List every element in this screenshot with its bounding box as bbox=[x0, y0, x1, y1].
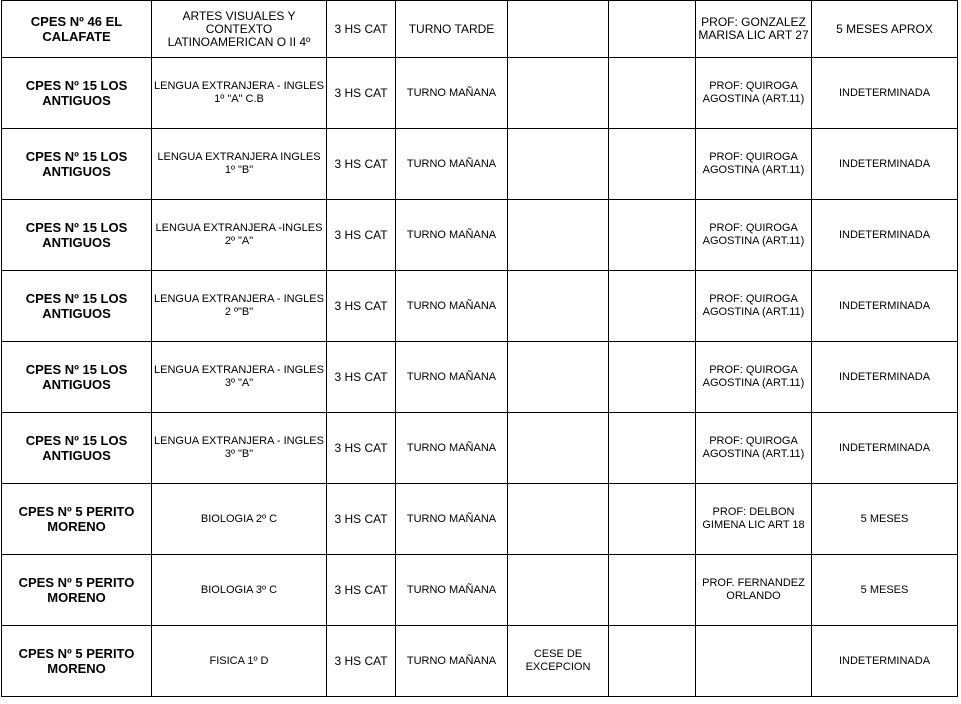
cell-duration: 5 MESES bbox=[812, 484, 958, 555]
cell-duration: 5 MESES bbox=[812, 555, 958, 626]
cell-teacher: PROF. FERNANDEZ ORLANDO bbox=[696, 555, 812, 626]
cell-note bbox=[508, 342, 609, 413]
cell-extra bbox=[609, 1, 696, 58]
cell-shift: TURNO MAÑANA bbox=[396, 271, 508, 342]
table-row bbox=[2, 484, 958, 555]
cell-school: CPES Nº 15 LOS ANTIGUOS bbox=[2, 271, 152, 342]
cell-subject: LENGUA EXTRANJERA - INGLES 2 º"B" bbox=[152, 271, 327, 342]
cell-school: CPES Nº 15 LOS ANTIGUOS bbox=[2, 413, 152, 484]
cell-hours: 3 HS CAT bbox=[327, 271, 396, 342]
cell-school: CPES Nº 5 PERITO MORENO bbox=[2, 484, 152, 555]
cell-hours: 3 HS CAT bbox=[327, 1, 396, 58]
cell-extra bbox=[609, 484, 696, 555]
table-row bbox=[2, 1, 958, 58]
cell-teacher bbox=[696, 626, 812, 697]
cell-teacher: PROF: DELBON GIMENA LIC ART 18 bbox=[696, 484, 812, 555]
table-row bbox=[2, 555, 958, 626]
cell-note bbox=[508, 58, 609, 129]
cell-extra bbox=[609, 555, 696, 626]
cell-note bbox=[508, 413, 609, 484]
cell-teacher: PROF: GONZALEZ MARISA LIC ART 27 bbox=[696, 1, 812, 58]
cell-extra bbox=[609, 413, 696, 484]
cell-note bbox=[508, 129, 609, 200]
cell-teacher: PROF: QUIROGA AGOSTINA (ART.11) bbox=[696, 200, 812, 271]
cell-school: CPES Nº 5 PERITO MORENO bbox=[2, 555, 152, 626]
cell-shift: TURNO MAÑANA bbox=[396, 342, 508, 413]
cell-hours: 3 HS CAT bbox=[327, 200, 396, 271]
cell-subject: LENGUA EXTRANJERA INGLES 1º "B" bbox=[152, 129, 327, 200]
cell-duration: INDETERMINADA bbox=[812, 271, 958, 342]
cell-duration: INDETERMINADA bbox=[812, 200, 958, 271]
cell-shift: TURNO MAÑANA bbox=[396, 626, 508, 697]
cell-shift: TURNO MAÑANA bbox=[396, 129, 508, 200]
cell-subject: BIOLOGIA 3º C bbox=[152, 555, 327, 626]
cell-school: CPES Nº 15 LOS ANTIGUOS bbox=[2, 342, 152, 413]
cell-teacher: PROF: QUIROGA AGOSTINA (ART.11) bbox=[696, 271, 812, 342]
table-row bbox=[2, 271, 958, 342]
cell-shift: TURNO MAÑANA bbox=[396, 58, 508, 129]
cell-shift: TURNO MAÑANA bbox=[396, 484, 508, 555]
cell-shift: TURNO MAÑANA bbox=[396, 555, 508, 626]
cell-note bbox=[508, 271, 609, 342]
table-row bbox=[2, 413, 958, 484]
table-row bbox=[2, 58, 958, 129]
cell-hours: 3 HS CAT bbox=[327, 626, 396, 697]
cell-duration: 5 MESES APROX bbox=[812, 1, 958, 58]
cell-subject: LENGUA EXTRANJERA - INGLES 3º "A" bbox=[152, 342, 327, 413]
cell-extra bbox=[609, 626, 696, 697]
cell-hours: 3 HS CAT bbox=[327, 129, 396, 200]
cell-duration: INDETERMINADA bbox=[812, 342, 958, 413]
cell-teacher: PROF: QUIROGA AGOSTINA (ART.11) bbox=[696, 129, 812, 200]
cell-school: CPES Nº 15 LOS ANTIGUOS bbox=[2, 129, 152, 200]
cell-extra bbox=[609, 58, 696, 129]
cell-extra bbox=[609, 342, 696, 413]
cell-hours: 3 HS CAT bbox=[327, 342, 396, 413]
cell-shift: TURNO TARDE bbox=[396, 1, 508, 58]
cell-shift: TURNO MAÑANA bbox=[396, 413, 508, 484]
cell-note bbox=[508, 555, 609, 626]
cell-teacher: PROF: QUIROGA AGOSTINA (ART.11) bbox=[696, 58, 812, 129]
table-row bbox=[2, 129, 958, 200]
cell-extra bbox=[609, 200, 696, 271]
cell-hours: 3 HS CAT bbox=[327, 58, 396, 129]
table-row bbox=[2, 342, 958, 413]
cell-duration: INDETERMINADA bbox=[812, 58, 958, 129]
cell-note bbox=[508, 1, 609, 58]
cell-subject: ARTES VISUALES Y CONTEXTO LATINOAMERICAN O II 4º bbox=[152, 1, 327, 58]
cell-subject: BIOLOGIA 2º C bbox=[152, 484, 327, 555]
cell-subject: LENGUA EXTRANJERA - INGLES 3º "B" bbox=[152, 413, 327, 484]
cell-duration: INDETERMINADA bbox=[812, 626, 958, 697]
cell-extra bbox=[609, 271, 696, 342]
cell-duration: INDETERMINADA bbox=[812, 413, 958, 484]
cell-school: CPES Nº 5 PERITO MORENO bbox=[2, 626, 152, 697]
cell-subject: FISICA 1º D bbox=[152, 626, 327, 697]
cell-shift: TURNO MAÑANA bbox=[396, 200, 508, 271]
table-row bbox=[2, 626, 958, 697]
cell-hours: 3 HS CAT bbox=[327, 484, 396, 555]
cell-hours: 3 HS CAT bbox=[327, 413, 396, 484]
cell-hours: 3 HS CAT bbox=[327, 555, 396, 626]
vacancies-table bbox=[1, 0, 958, 697]
cell-duration: INDETERMINADA bbox=[812, 129, 958, 200]
cell-school: CPES Nº 15 LOS ANTIGUOS bbox=[2, 200, 152, 271]
cell-subject: LENGUA EXTRANJERA -INGLES 2º "A" bbox=[152, 200, 327, 271]
cell-teacher: PROF: QUIROGA AGOSTINA (ART.11) bbox=[696, 413, 812, 484]
table-row bbox=[2, 200, 958, 271]
cell-note bbox=[508, 200, 609, 271]
cell-note bbox=[508, 484, 609, 555]
cell-teacher: PROF: QUIROGA AGOSTINA (ART.11) bbox=[696, 342, 812, 413]
cell-school: CPES Nº 46 EL CALAFATE bbox=[2, 1, 152, 58]
cell-subject: LENGUA EXTRANJERA - INGLES 1º "A" C.B bbox=[152, 58, 327, 129]
cell-school: CPES Nº 15 LOS ANTIGUOS bbox=[2, 58, 152, 129]
cell-extra bbox=[609, 129, 696, 200]
cell-note: CESE DE EXCEPCION bbox=[508, 626, 609, 697]
